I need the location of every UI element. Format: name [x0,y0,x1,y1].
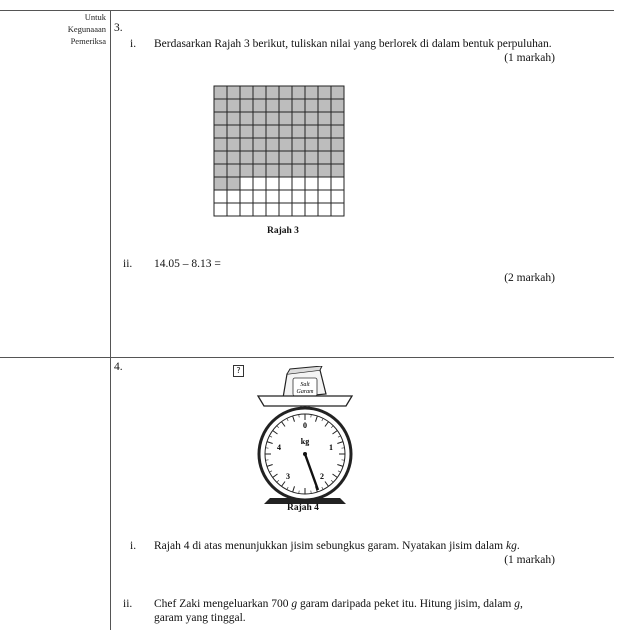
grid-cell-shaded [266,164,279,177]
margin-column-rule [110,10,111,630]
grid-cell-shaded [266,138,279,151]
grid-cell-empty [253,177,266,190]
grid-cell-shaded [305,138,318,151]
question-4i-label: i. [130,540,137,552]
question-3ii-label: ii. [123,258,133,270]
grid-cell-shaded [214,86,227,99]
grid-cell-shaded [240,99,253,112]
section-divider [0,357,614,358]
salt-packet [283,366,326,398]
grid-cell-shaded [214,99,227,112]
grid-cell-empty [253,190,266,203]
grid-cell-shaded [214,177,227,190]
question-4-number: 4. [114,361,123,373]
grid-cell-empty [253,203,266,216]
scale-pan [258,396,352,406]
grid-cell-shaded [292,164,305,177]
question-3ii-expression: 14.05 – 8.13 = [154,258,221,270]
grid-cell-empty [240,177,253,190]
packet-label-garam: Garam [296,389,314,395]
dial-number-0: 0 [303,421,307,430]
grid-cell-shaded [279,99,292,112]
missing-image-icon: ? [233,365,244,377]
grid-cell-shaded [279,164,292,177]
grid-cell-shaded [279,86,292,99]
grid-cell-shaded [331,112,344,125]
grid-cell-shaded [253,125,266,138]
question-3i-label: i. [130,38,137,50]
grid-cell-shaded [240,86,253,99]
grid-cell-shaded [240,112,253,125]
grid-cell-shaded [292,86,305,99]
grid-cell-empty [227,203,240,216]
grid-cell-shaded [253,151,266,164]
grid-cell-shaded [227,177,240,190]
grid-cell-empty [214,190,227,203]
grid-cell-shaded [253,86,266,99]
grid-cell-empty [331,177,344,190]
grid-cell-shaded [214,138,227,151]
grid-cell-shaded [318,99,331,112]
grid-cell-empty [240,203,253,216]
grid-cell-shaded [266,151,279,164]
grid-cell-empty [227,190,240,203]
question-3i-marks: (1 markah) [504,52,555,64]
grid-cell-shaded [318,112,331,125]
grid-cell-shaded [305,151,318,164]
grid-cell-shaded [240,125,253,138]
packet-label-salt: Salt [300,382,310,388]
grid-cell-shaded [227,138,240,151]
grid-cell-shaded [305,112,318,125]
grid-cell-empty [292,190,305,203]
rajah-4-caption: Rajah 4 [287,503,319,513]
question-4i-text: Rajah 4 di atas menunjukkan jisim sebungkus garam. Nyatakan jisim dalam kg. [154,540,520,552]
rajah-3-caption: Rajah 3 [267,226,299,236]
grid-cell-shaded [266,112,279,125]
grid-cell-shaded [305,164,318,177]
question-4ii-line1: Chef Zaki mengeluarkan 700 g garam daripada peket itu. Hitung jisim, dalam g, [154,598,523,610]
grid-cell-shaded [227,164,240,177]
grid-cell-shaded [266,86,279,99]
grid-cell-shaded [253,164,266,177]
grid-cell-empty [318,177,331,190]
grid-cell-shaded [253,99,266,112]
grid-cell-empty [305,190,318,203]
grid-cell-empty [292,203,305,216]
grid-cell-empty [331,203,344,216]
grid-cell-shaded [266,125,279,138]
grid-cell-shaded [292,125,305,138]
grid-cell-shaded [214,164,227,177]
grid-cell-shaded [318,151,331,164]
grid-cell-empty [214,203,227,216]
grid-cell-empty [279,190,292,203]
grid-cell-shaded [305,86,318,99]
grid-cell-shaded [331,164,344,177]
grid-cell-shaded [266,99,279,112]
grid-cell-shaded [331,151,344,164]
question-4ii-label: ii. [123,598,133,610]
grid-cell-shaded [318,86,331,99]
weighing-scale-figure [250,366,360,506]
grid-cell-empty [305,177,318,190]
grid-cell-shaded [331,125,344,138]
grid-cell-shaded [318,164,331,177]
grid-cell-empty [331,190,344,203]
grid-cell-empty [266,190,279,203]
examiner-use-label: Untuk Kegunaaan Pemeriksa [67,12,106,46]
grid-cell-shaded [214,151,227,164]
dial-number-2: 2 [320,472,324,481]
grid-cell-empty [240,190,253,203]
grid-cell-shaded [318,125,331,138]
grid-cell-shaded [318,138,331,151]
grid-cell-shaded [331,138,344,151]
grid-cell-empty [318,203,331,216]
grid-cell-shaded [292,112,305,125]
question-3ii-marks: (2 markah) [504,272,555,284]
grid-cell-shaded [227,151,240,164]
grid-cell-shaded [240,138,253,151]
grid-cell-shaded [227,99,240,112]
grid-cell-shaded [279,112,292,125]
grid-cell-empty [305,203,318,216]
grid-cell-empty [318,190,331,203]
dial-number-3: 3 [286,472,290,481]
grid-cell-shaded [305,99,318,112]
dial-number-1: 1 [329,443,333,452]
grid-cell-shaded [292,151,305,164]
grid-cell-shaded [305,125,318,138]
grid-cell-empty [266,203,279,216]
grid-cell-shaded [253,138,266,151]
rajah-3-grid [212,84,346,218]
grid-cell-shaded [214,125,227,138]
grid-cell-shaded [292,99,305,112]
grid-cell-shaded [331,86,344,99]
question-3-number: 3. [114,22,123,34]
grid-cell-shaded [227,86,240,99]
grid-cell-empty [292,177,305,190]
grid-cell-shaded [227,112,240,125]
grid-cell-shaded [279,138,292,151]
grid-cell-shaded [292,138,305,151]
grid-cell-empty [279,177,292,190]
question-3i-text: Berdasarkan Rajah 3 berikut, tuliskan nilai yang berlorek di dalam bentuk perpuluhan. [154,38,552,50]
grid-cell-empty [279,203,292,216]
dial-number-4: 4 [277,443,281,452]
grid-cell-shaded [253,112,266,125]
grid-cell-shaded [227,125,240,138]
grid-cell-shaded [240,151,253,164]
dial-unit-kg: kg [300,437,310,446]
grid-cell-shaded [279,125,292,138]
grid-cell-shaded [214,112,227,125]
grid-cell-empty [266,177,279,190]
question-4i-marks: (1 markah) [504,554,555,566]
grid-cell-shaded [240,164,253,177]
grid-cell-shaded [331,99,344,112]
question-4ii-line2: garam yang tinggal. [154,612,246,624]
grid-cell-shaded [279,151,292,164]
